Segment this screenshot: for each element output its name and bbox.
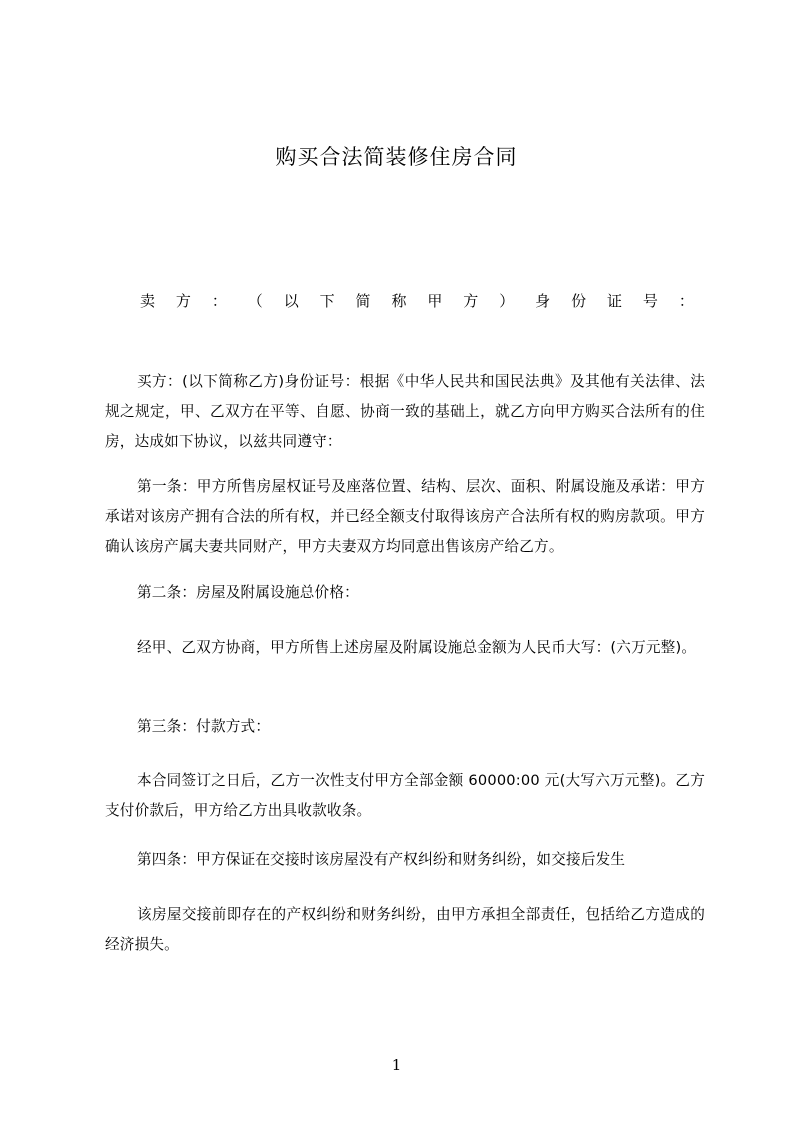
- article-4-body: 该房屋交接前即存在的产权纠纷和财务纠纷，由甲方承担全部责任，包括给乙方造成的经济损失。: [105, 906, 705, 953]
- seller-char: 证: [606, 292, 622, 310]
- seller-char: 方: [175, 292, 191, 310]
- seller-char: ：: [678, 292, 694, 310]
- page-number: 1: [391, 1056, 402, 1074]
- seller-char: 简: [355, 292, 371, 310]
- article-2-heading: 第二条：房屋及附属设施总价格：: [137, 584, 359, 601]
- article-2-body: 经甲、乙双方协商，甲方所售上述房屋及附属设施总金额为人民币大写：(六万元整)。: [137, 639, 697, 656]
- seller-char: 下: [319, 292, 335, 310]
- seller-char: （: [247, 292, 263, 310]
- seller-char: ）: [499, 292, 515, 310]
- seller-char: 卖: [140, 292, 156, 310]
- buyer-paragraph: 买方：(以下简称乙方)身份证号：根据《中华人民共和国民法典》及其他有关法律、法规之规定，甲、乙双方在平等、自愿、协商一致的基础上，就乙方向甲方购买合法所有的住房，达成如下协议，以兹共同遵守：: [105, 373, 705, 450]
- seller-char: 号: [642, 292, 658, 310]
- document-title: 购买合法简装修住房合同: [275, 145, 518, 169]
- article-1-paragraph: 第一条：甲方所售房屋权证号及座落位置、结构、层次、面积、附属设施及承诺：甲方承诺对该房产拥有合法的所有权，并已经全额支付取得该房产合法所有权的购房款项。甲方确认该房产属夫妻共同财产，甲方夫妻双方均同意出售该房产给乙方。: [105, 478, 705, 555]
- article-3-heading: 第三条：付款方式：: [137, 718, 271, 735]
- seller-char: 身: [535, 292, 551, 310]
- seller-char: 方: [463, 292, 479, 310]
- seller-char: 份: [571, 292, 587, 310]
- seller-char: 甲: [427, 292, 443, 310]
- seller-line: [140, 290, 694, 312]
- seller-char: ：: [211, 292, 227, 310]
- article-4-heading: 第四条：甲方保证在交接时该房屋没有产权纠纷和财务纠纷，如交接后发生: [137, 851, 626, 868]
- seller-char: 称: [391, 292, 407, 310]
- seller-char: 以: [283, 292, 299, 310]
- article-3-body: 本合同签订之日后，乙方一次性支付甲方全部金额 60000:00 元(大写六万元整)。乙方支付价款后，甲方给乙方出具收款收条。: [105, 772, 705, 819]
